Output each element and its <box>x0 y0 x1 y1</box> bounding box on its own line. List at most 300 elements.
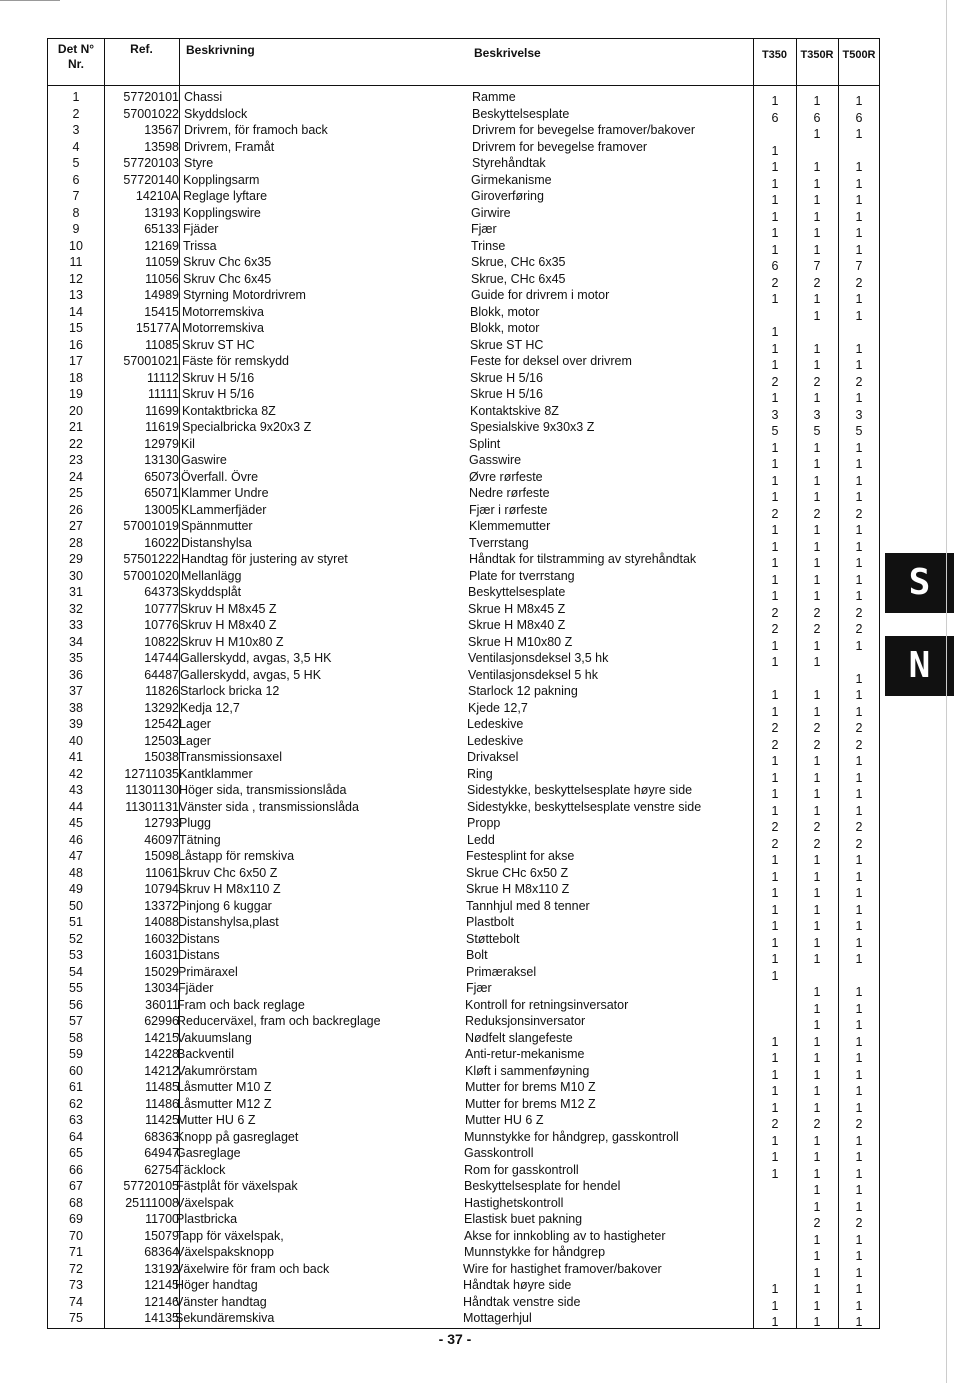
ref-number: 15415 <box>144 304 179 319</box>
table-row <box>48 1310 879 1327</box>
table-row <box>48 551 879 568</box>
ref-number: 13192 <box>144 1261 179 1276</box>
description-swedish: Styrning Motordrivrem <box>183 288 306 302</box>
qty-t350r: 1 <box>813 919 821 933</box>
table-row <box>48 1046 879 1063</box>
qty-t500r: 1 <box>855 902 863 917</box>
table-row <box>48 518 879 535</box>
description-swedish: Tätning <box>179 832 221 847</box>
qty-t350: 1 <box>771 226 779 240</box>
description-norwegian: Propp <box>467 816 501 830</box>
description-swedish: Styre <box>184 156 214 170</box>
item-number: 59 <box>69 1047 83 1061</box>
ref-number: 65133 <box>144 222 179 236</box>
description-swedish: Gallerskydd, avgas, 5 HK <box>180 667 322 682</box>
description-swedish: Distans <box>178 931 220 946</box>
description-swedish: Starlock bricka 12 <box>180 684 280 698</box>
header-beskrivelse: Beskrivelse <box>474 46 541 60</box>
header-divider <box>48 85 879 86</box>
description-swedish: Backventil <box>177 1047 234 1061</box>
ref-number: 14135 <box>144 1311 179 1325</box>
language-tab-swedish: S <box>885 553 954 613</box>
qty-t350: 1 <box>771 902 779 917</box>
table-row <box>48 667 879 684</box>
qty-t350r: 1 <box>813 1199 821 1214</box>
qty-t500r: 1 <box>855 1051 863 1065</box>
table-row <box>48 799 879 816</box>
ref-number: 11061 <box>145 865 179 880</box>
table-row <box>48 832 879 849</box>
description-swedish: Spännmutter <box>181 519 253 533</box>
description-norwegian: Plate for tverrstang <box>469 568 575 583</box>
qty-t350: 1 <box>771 754 779 768</box>
qty-t350r: 1 <box>813 803 821 818</box>
qty-t500r: 2 <box>855 1216 863 1230</box>
description-swedish: Skruv H M8x110 Z <box>178 882 281 896</box>
qty-t350: 1 <box>771 688 779 702</box>
qty-t350r: 1 <box>813 1067 821 1082</box>
item-number: 13 <box>69 288 83 302</box>
qty-t350: 1 <box>771 1067 779 1082</box>
ref-number: 64487 <box>144 667 179 682</box>
description-norwegian: Drivaksel <box>467 750 519 764</box>
item-number: 66 <box>69 1162 83 1177</box>
description-swedish: Skruv Chc 6x35 <box>183 255 272 269</box>
description-norwegian: Fjær <box>471 222 497 236</box>
description-swedish: Fästplåt för växelspak <box>176 1179 298 1193</box>
description-swedish: Chassi <box>184 90 223 104</box>
description-swedish: Reducerväxel, fram och backreglage <box>177 1014 381 1028</box>
item-number: 72 <box>69 1261 83 1276</box>
item-number: 21 <box>69 420 83 434</box>
table-row <box>48 1030 879 1047</box>
ref-number: 11056 <box>145 271 179 286</box>
table-row <box>48 1079 879 1096</box>
qty-t350: 1 <box>771 869 779 884</box>
table-row <box>48 716 879 733</box>
description-swedish: Mutter HU 6 Z <box>177 1113 256 1127</box>
qty-t500r: 1 <box>855 176 863 191</box>
qty-t350r: 1 <box>813 226 821 240</box>
description-swedish: Motorremskiva <box>182 304 264 319</box>
qty-t350: 1 <box>771 803 779 818</box>
parts-table <box>47 38 880 1329</box>
description-norwegian: Ledeskive <box>467 733 524 748</box>
table-row <box>48 980 879 997</box>
item-number: 47 <box>69 849 83 863</box>
description-swedish: Distanshylsa,plast <box>178 915 279 929</box>
item-number: 36 <box>69 667 83 682</box>
item-number: 32 <box>69 601 83 616</box>
qty-t350: 1 <box>771 539 779 554</box>
table-row <box>48 584 879 601</box>
qty-t350: 1 <box>771 968 779 983</box>
table-row <box>48 1277 879 1294</box>
description-swedish: Drivrem, Framåt <box>184 139 275 154</box>
ref-number: 10822 <box>144 634 179 649</box>
table-row <box>48 782 879 799</box>
qty-t350r: 1 <box>813 869 821 884</box>
table-row <box>48 947 879 964</box>
scan-mark <box>0 0 60 1</box>
description-norwegian: Skrue H 5/16 <box>470 370 543 385</box>
qty-t350r: 1 <box>813 688 821 702</box>
ref-number: 64947 <box>144 1146 179 1160</box>
table-row <box>48 469 879 486</box>
qty-t350: 1 <box>771 176 779 191</box>
table-row <box>48 1162 879 1179</box>
qty-t500r: 1 <box>855 853 863 867</box>
description-swedish: Växelspaksknopp <box>176 1245 274 1259</box>
qty-t350: 1 <box>771 1084 779 1098</box>
description-swedish: Gasreglage <box>176 1146 241 1160</box>
description-norwegian: Skrue, CHc 6x45 <box>471 271 566 286</box>
ref-number: 57001019 <box>123 519 179 533</box>
ref-number: 13193 <box>144 205 179 220</box>
item-number: 8 <box>72 205 80 220</box>
description-norwegian: Bolt <box>466 948 488 962</box>
description-swedish: Pinjong 6 kuggar <box>178 898 272 913</box>
ref-number: 10777 <box>144 601 179 616</box>
description-swedish: Skruv Chc 6x45 <box>183 271 272 286</box>
ref-number: 15029 <box>144 964 179 979</box>
description-swedish: Distans <box>178 948 220 962</box>
ref-number: 16032 <box>144 931 179 946</box>
description-swedish: Skruv H 5/16 <box>182 370 255 385</box>
description-norwegian: Fjær i rørfeste <box>469 502 548 517</box>
ref-number: 11112 <box>147 370 179 385</box>
item-number: 25 <box>69 486 83 500</box>
ref-number: 13567 <box>144 123 179 137</box>
table-row <box>48 1261 879 1278</box>
ref-number: 57001020 <box>123 568 179 583</box>
description-swedish: Fjäder <box>178 981 214 995</box>
table-row <box>48 485 879 502</box>
ref-number: 15177A <box>135 321 179 335</box>
description-swedish: KLammerfjäder <box>181 502 267 517</box>
item-number: 29 <box>69 552 83 566</box>
ref-number: 11485 <box>145 1080 179 1094</box>
item-number: 75 <box>69 1311 83 1325</box>
ref-number: 14215 <box>144 1030 179 1045</box>
table-row <box>48 601 879 618</box>
ref-number: 11486 <box>145 1096 179 1111</box>
item-number: 23 <box>69 453 83 467</box>
qty-t500r: 1 <box>855 1001 863 1016</box>
qty-t350r: 1 <box>813 94 821 108</box>
qty-t350r: 2 <box>813 605 821 620</box>
description-norwegian: Kløft i sammenføyning <box>465 1063 590 1078</box>
qty-t500r: 1 <box>855 985 863 999</box>
qty-t350: 1 <box>771 440 779 455</box>
item-number: 31 <box>69 585 83 599</box>
item-number: 69 <box>69 1212 83 1226</box>
description-norwegian: Reduksjonsinversator <box>465 1014 586 1028</box>
description-norwegian: Håndtak venstre side <box>463 1294 581 1309</box>
qty-t350: 1 <box>771 1298 779 1313</box>
qty-t500r: 1 <box>855 770 863 785</box>
qty-t350: 1 <box>771 325 779 339</box>
qty-t350r: 1 <box>813 1051 821 1065</box>
qty-t350: 2 <box>771 1117 779 1131</box>
ref-number: 15079 <box>144 1228 179 1243</box>
item-number: 15 <box>69 321 83 335</box>
description-norwegian: Sidestykke, beskyttelsesplate venstre side <box>467 799 702 814</box>
qty-t350: 2 <box>771 506 779 521</box>
table-row <box>48 502 879 519</box>
table-row <box>48 848 879 865</box>
qty-t500r: 1 <box>855 1084 863 1098</box>
description-norwegian: Primæraksel <box>466 964 537 979</box>
ref-number: 57001022 <box>123 106 179 121</box>
description-norwegian: Kontroll for retningsinversator <box>465 997 629 1012</box>
description-swedish: Plastbricka <box>176 1212 238 1226</box>
qty-t350r: 1 <box>813 292 821 306</box>
qty-t500r: 1 <box>855 193 863 207</box>
qty-t350r: 2 <box>813 836 821 851</box>
qty-t350: 1 <box>771 391 779 405</box>
qty-t350r: 1 <box>813 1034 821 1049</box>
qty-t350r: 1 <box>813 638 821 653</box>
qty-t350r: 1 <box>813 127 821 141</box>
item-number: 35 <box>69 651 83 665</box>
ref-number: 11111 <box>147 387 179 401</box>
qty-t350r: 1 <box>813 935 821 950</box>
description-swedish: Lager <box>179 733 211 748</box>
qty-t500r: 1 <box>855 935 863 950</box>
description-norwegian: Nedre rørfeste <box>469 486 550 500</box>
qty-t350: 6 <box>771 110 779 125</box>
description-swedish: Knopp på gasreglaget <box>176 1129 299 1144</box>
description-norwegian: Starlock 12 pakning <box>468 684 578 698</box>
qty-t500r: 1 <box>855 704 863 719</box>
qty-t500r: 2 <box>855 374 863 389</box>
qty-t350: 2 <box>771 605 779 620</box>
qty-t500r: 1 <box>855 886 863 900</box>
qty-t350: 2 <box>771 374 779 389</box>
description-swedish: Skruv H M10x80 Z <box>180 634 284 649</box>
description-norwegian: Guide for drivrem i motor <box>471 288 610 302</box>
description-swedish: Sekundäremskiva <box>175 1311 275 1325</box>
qty-t500r: 1 <box>855 869 863 884</box>
table-row <box>48 1294 879 1311</box>
description-swedish: Fram och back reglage <box>177 997 305 1012</box>
item-number: 41 <box>69 750 83 764</box>
ref-number: 14088 <box>144 915 179 929</box>
table-row <box>48 155 879 172</box>
qty-t500r: 1 <box>855 1282 863 1296</box>
description-norwegian: Ventilasjonsdeksel 3,5 hk <box>468 651 609 665</box>
table-row <box>48 964 879 981</box>
qty-t350r: 1 <box>813 457 821 471</box>
qty-t350r: 1 <box>813 308 821 323</box>
table-row <box>48 1096 879 1113</box>
item-number: 18 <box>69 370 83 385</box>
table-row <box>48 106 879 123</box>
item-number: 33 <box>69 618 83 632</box>
item-number: 57 <box>69 1014 83 1028</box>
description-swedish: Låsmutter M12 Z <box>177 1096 272 1111</box>
item-number: 16 <box>69 337 83 352</box>
description-norwegian: Beskyttelsesplate for hendel <box>464 1179 621 1193</box>
item-number: 28 <box>69 535 83 550</box>
qty-t350r: 2 <box>813 820 821 834</box>
scan-mark <box>946 0 947 1383</box>
ref-number: 68363 <box>144 1129 179 1144</box>
description-swedish: Skyddsplåt <box>180 585 242 599</box>
item-number: 17 <box>69 354 83 368</box>
ref-number: 57720101 <box>123 90 179 104</box>
ref-number: 13292 <box>144 700 179 715</box>
qty-t500r: 1 <box>855 473 863 488</box>
item-number: 26 <box>69 502 83 517</box>
qty-t350r: 2 <box>813 506 821 521</box>
table-row <box>48 700 879 717</box>
qty-t350r: 2 <box>813 737 821 752</box>
ref-number: 12145 <box>144 1278 179 1292</box>
qty-t350: 3 <box>771 407 779 422</box>
header-t350r: T350R <box>800 49 834 61</box>
qty-t350r: 2 <box>813 1117 821 1131</box>
item-number: 20 <box>69 403 83 418</box>
ref-number: 16022 <box>144 535 179 550</box>
table-row <box>48 931 879 948</box>
ref-number: 11301130 <box>125 783 179 797</box>
item-number: 40 <box>69 733 83 748</box>
qty-t350: 1 <box>771 952 779 966</box>
item-number: 63 <box>69 1113 83 1127</box>
ref-number: 36011 <box>145 997 179 1012</box>
qty-t500r: 1 <box>855 1150 863 1164</box>
description-swedish: Gallerskydd, avgas, 3,5 HK <box>180 651 332 665</box>
description-swedish: Trissa <box>183 238 217 253</box>
qty-t350: 1 <box>771 143 779 158</box>
description-norwegian: Beskyttelsesplate <box>472 106 570 121</box>
ref-number: 11085 <box>145 337 179 352</box>
item-number: 11 <box>69 255 83 269</box>
description-norwegian: Ledd <box>467 832 495 847</box>
description-norwegian: Hastighetskontroll <box>464 1195 564 1210</box>
qty-t350: 1 <box>771 919 779 933</box>
description-norwegian: Klemmemutter <box>469 519 551 533</box>
ref-number: 13005 <box>144 502 179 517</box>
description-swedish: Fäste för remskydd <box>182 354 289 368</box>
ref-number: 12793 <box>144 816 179 830</box>
qty-t500r: 2 <box>855 622 863 636</box>
item-number: 56 <box>69 997 83 1012</box>
description-swedish: Skruv Chc 6x50 Z <box>178 865 278 880</box>
table-row <box>48 1145 879 1162</box>
ref-number: 11699 <box>145 403 179 418</box>
ref-number: 14210A <box>135 189 179 203</box>
qty-t500r: 1 <box>855 671 863 686</box>
qty-t350: 1 <box>771 473 779 488</box>
table-row <box>48 287 879 304</box>
qty-t500r: 1 <box>855 556 863 570</box>
qty-t500r: 2 <box>855 605 863 620</box>
qty-t500r: 1 <box>855 787 863 801</box>
qty-t500r: 1 <box>855 1166 863 1181</box>
ref-number: 12542 <box>144 717 179 731</box>
description-swedish: Reglage lyftare <box>183 189 268 203</box>
description-swedish: Fjäder <box>183 222 219 236</box>
table-row <box>48 320 879 337</box>
description-swedish: Kil <box>181 436 195 451</box>
qty-t350r: 1 <box>813 985 821 999</box>
qty-t350r: 1 <box>813 490 821 504</box>
ref-number: 11619 <box>145 420 179 434</box>
ref-number: 14744 <box>144 651 179 665</box>
qty-t350r: 1 <box>813 440 821 455</box>
table-row <box>48 881 879 898</box>
description-swedish: Vakumrörstam <box>177 1063 258 1078</box>
qty-t350: 1 <box>771 589 779 603</box>
description-swedish: Kontaktbricka 8Z <box>182 403 276 418</box>
description-norwegian: Kontaktskive 8Z <box>470 403 559 418</box>
qty-t350r: 1 <box>813 209 821 224</box>
qty-t500r: 1 <box>855 242 863 257</box>
item-number: 44 <box>69 799 83 814</box>
item-number: 61 <box>69 1080 83 1094</box>
description-norwegian: Fjær <box>466 981 492 995</box>
qty-t350: 1 <box>771 1051 779 1065</box>
description-norwegian: Skrue CHc 6x50 Z <box>466 865 569 880</box>
qty-t350r: 1 <box>813 655 821 669</box>
qty-t500r: 1 <box>855 1232 863 1247</box>
item-number: 62 <box>69 1096 83 1111</box>
description-norwegian: Rom for gasskontroll <box>464 1162 579 1177</box>
description-norwegian: Elastisk buet pakning <box>464 1212 583 1226</box>
qty-t500r: 2 <box>855 506 863 521</box>
qty-t350r: 1 <box>813 1265 821 1280</box>
item-number: 50 <box>69 898 83 913</box>
description-swedish: Skruv ST HC <box>182 337 255 352</box>
qty-t350: 1 <box>771 242 779 257</box>
qty-t350: 1 <box>771 655 779 669</box>
qty-t500r: 1 <box>855 638 863 653</box>
table-row <box>48 1129 879 1146</box>
qty-t500r: 1 <box>855 1183 863 1197</box>
ref-number: 68364 <box>144 1245 179 1259</box>
item-number: 19 <box>69 387 83 401</box>
description-swedish: Kantklammer <box>179 766 253 781</box>
qty-t500r: 1 <box>855 358 863 372</box>
ref-number: 15038 <box>144 750 179 764</box>
description-norwegian: Splint <box>469 436 501 451</box>
description-swedish: Kopplingsarm <box>183 172 260 187</box>
qty-t350: 1 <box>771 1100 779 1115</box>
qty-t350r: 1 <box>813 886 821 900</box>
table-row <box>48 749 879 766</box>
qty-t350r: 2 <box>813 1216 821 1230</box>
ref-number: 14989 <box>144 288 179 302</box>
description-swedish: Kopplingswire <box>183 205 261 220</box>
table-row <box>48 1228 879 1245</box>
table-row <box>48 733 879 750</box>
description-swedish: Höger handtag <box>175 1278 258 1292</box>
description-swedish: Kedja 12,7 <box>180 700 240 715</box>
ref-number: 11700 <box>145 1212 179 1226</box>
table-row <box>48 254 879 271</box>
description-norwegian: Nødfelt slangefeste <box>465 1030 573 1045</box>
item-number: 68 <box>69 1195 83 1210</box>
qty-t350: 1 <box>771 1282 779 1296</box>
table-row <box>48 122 879 139</box>
qty-t350r: 1 <box>813 1133 821 1148</box>
item-number: 39 <box>69 717 83 731</box>
qty-t350: 2 <box>771 275 779 290</box>
description-swedish: Mellanlägg <box>181 568 242 583</box>
